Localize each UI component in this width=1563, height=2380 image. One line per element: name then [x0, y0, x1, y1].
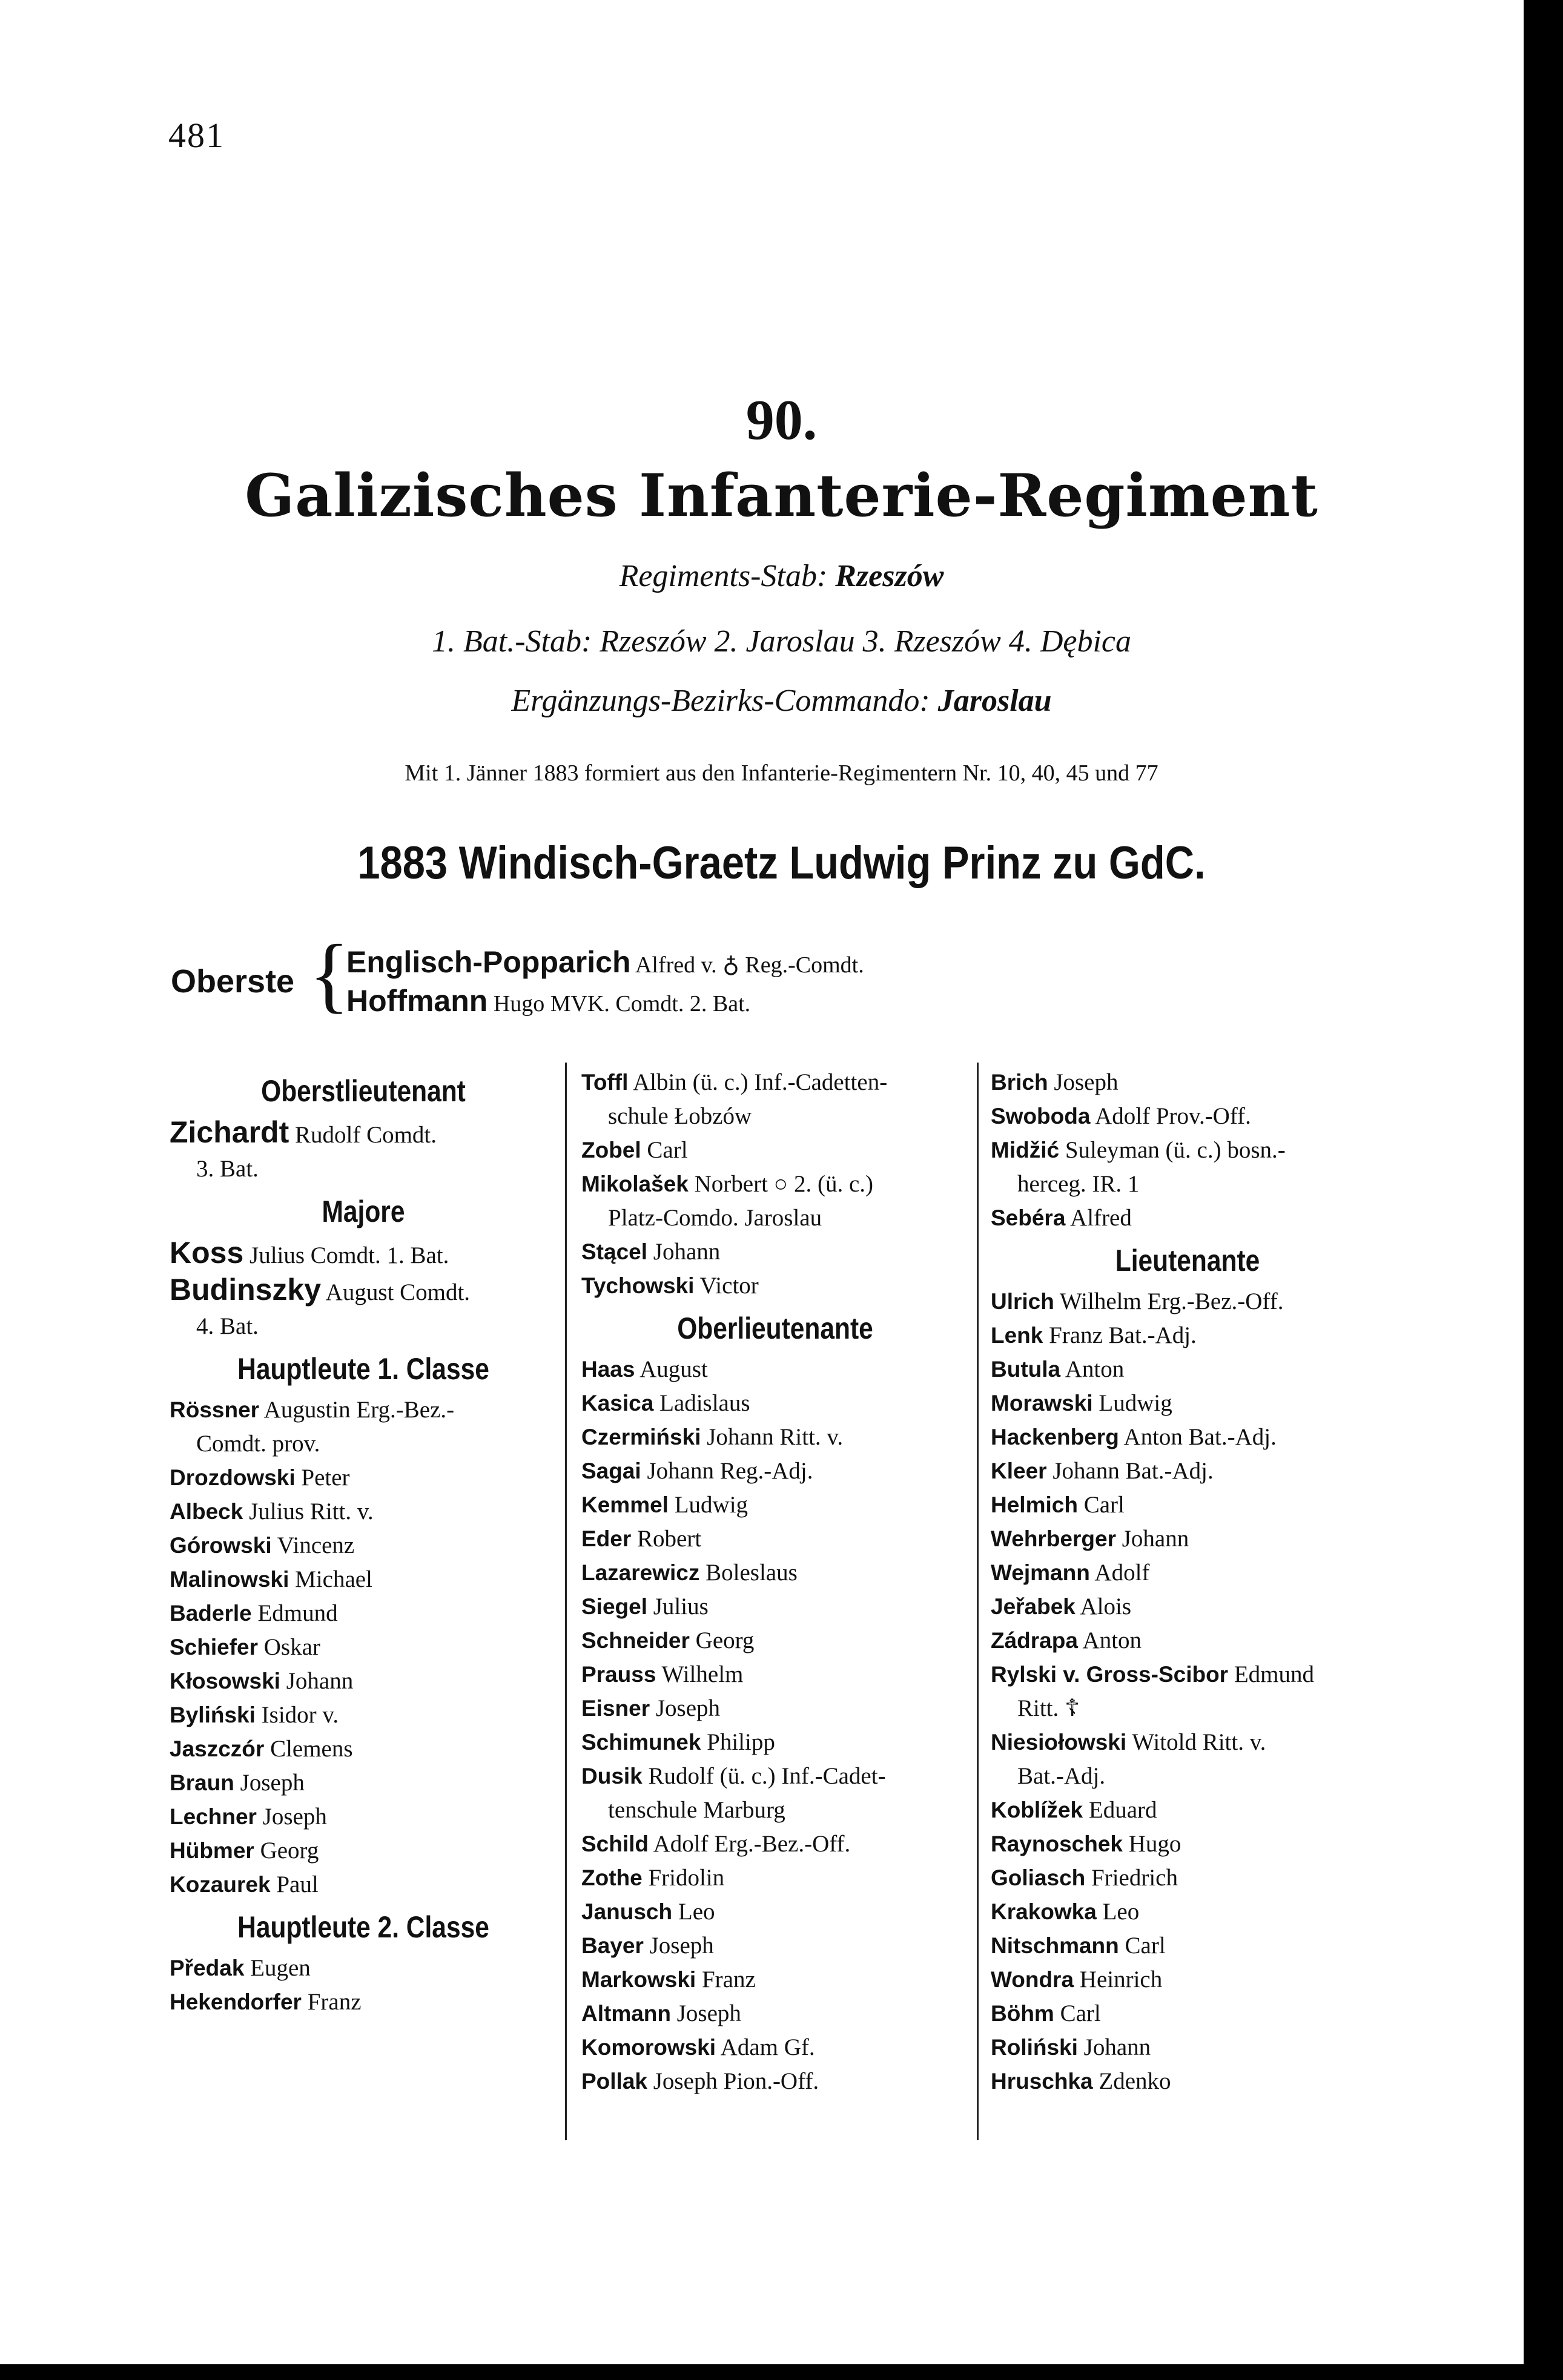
- officer-details: Anton: [1082, 1627, 1142, 1653]
- officer-name: Schneider: [581, 1628, 690, 1653]
- officer-details: Joseph: [649, 1933, 714, 1959]
- officer-name: Wehrberger: [991, 1526, 1116, 1551]
- officer-name: Byliński: [170, 1703, 256, 1727]
- roster-entry: [170, 1393, 557, 1427]
- officer-details: Johann Ritt. v.: [707, 1424, 844, 1450]
- roster-entry: [991, 1963, 1384, 1997]
- officer-name: Kleer: [991, 1459, 1047, 1483]
- officer-name: Brich: [991, 1070, 1048, 1095]
- officer-details: Isidor v.: [261, 1702, 339, 1728]
- roster-entry: [170, 1630, 557, 1664]
- officer-details: Ladislaus: [659, 1390, 750, 1416]
- brace-symbol: {: [309, 928, 350, 1021]
- officer-name: Albeck: [170, 1499, 243, 1524]
- roster-entry: [170, 1834, 557, 1868]
- officer-name: Haas: [581, 1357, 635, 1382]
- roster-entry: [170, 1273, 557, 1310]
- officer-details: Joseph: [655, 1695, 721, 1721]
- regiments-stab-label: Regiments-Stab:: [619, 559, 828, 593]
- officer-name: Koss: [170, 1236, 244, 1270]
- officer-name: Kasica: [581, 1391, 654, 1416]
- officer-details: Johann: [653, 1239, 721, 1265]
- roster-entry: [581, 2065, 969, 2098]
- roster-entry: [581, 1386, 969, 1420]
- officer-name: Zichardt: [170, 1115, 289, 1149]
- section-heading: Oberstlieutenant: [261, 1074, 466, 1108]
- roster-entry: [170, 1236, 557, 1273]
- roster-entry: [581, 1488, 969, 1522]
- officer-details: Edmund: [1234, 1661, 1314, 1687]
- officer-details: Norbert ○ 2. (ü. c.): [694, 1171, 874, 1197]
- officer-details: Wilhelm Erg.-Bez.-Off.: [1059, 1288, 1284, 1314]
- roster-entry: [170, 1951, 557, 1985]
- officer-details: Wilhelm: [661, 1661, 744, 1687]
- roster-entry: [170, 1664, 557, 1698]
- officer-name: Sagai: [581, 1459, 641, 1483]
- officer-name: Mikolašek: [581, 1172, 689, 1196]
- officer-name: Helmich: [991, 1492, 1078, 1517]
- officer-details: Anton Bat.-Adj.: [1123, 1424, 1277, 1450]
- roster-entry: [170, 1461, 557, 1495]
- officer-name: Czermiński: [581, 1425, 701, 1449]
- officer-details: Johann: [1122, 1526, 1189, 1552]
- officer-details-continued: Bat.-Adj.: [1017, 1763, 1106, 1789]
- roster-entry: [991, 1066, 1384, 1099]
- roster-entry: [991, 1454, 1384, 1488]
- ergaenzung-place: Jaroslau: [937, 684, 1052, 718]
- officer-name: Bayer: [581, 1933, 644, 1958]
- roster-entry: [991, 2065, 1384, 2098]
- roster-entry: [991, 1827, 1384, 1861]
- officer-name: Eisner: [581, 1696, 650, 1721]
- officer-details: Adolf Prov.-Off.: [1095, 1103, 1251, 1129]
- officer-name: Wejmann: [991, 1560, 1090, 1585]
- officer-details: Carl: [647, 1137, 688, 1163]
- officer-name: Jaszczór: [170, 1736, 265, 1761]
- section-heading: Hauptleute 2. Classe: [237, 1910, 489, 1944]
- officer-details: Alois: [1080, 1594, 1132, 1620]
- officer-details: Julius: [653, 1594, 709, 1620]
- officer-details: Suleyman (ü. c.) bosn.-: [1065, 1137, 1286, 1163]
- officer-details: Franz: [701, 1966, 756, 1993]
- officer-details: Witold Ritt. v.: [1132, 1729, 1266, 1755]
- officer-name: Roliński: [991, 2035, 1078, 2060]
- roster-entry: [170, 1115, 557, 1152]
- roster-entry: [170, 1766, 557, 1800]
- roster-entry: [991, 1556, 1384, 1590]
- roster-entry: [581, 1929, 969, 1963]
- officer-details: Georg: [695, 1627, 755, 1653]
- officer-name: Koblížek: [991, 1798, 1083, 1822]
- section-heading: Majore: [322, 1195, 405, 1228]
- officer-details: Victor: [699, 1273, 759, 1299]
- officer-name: Schiefer: [170, 1635, 259, 1660]
- officer-name: Hackenberg: [991, 1425, 1119, 1449]
- officer-details: Hugo: [1128, 1831, 1181, 1857]
- roster-entry: [991, 1726, 1384, 1759]
- officer-details: Boleslaus: [705, 1560, 798, 1586]
- officer-details: Joseph: [240, 1770, 305, 1796]
- officer-details: Carl: [1060, 2000, 1101, 2026]
- officer-name: Morawski: [991, 1391, 1093, 1416]
- roster-entry: [170, 1698, 557, 1732]
- roster-entry: [991, 1420, 1384, 1454]
- officer-name: Hruschka: [991, 2069, 1093, 2094]
- officer-name: Toffl: [581, 1070, 629, 1095]
- officer-details: Alfred v. ♁ Reg.-Comdt.: [635, 952, 864, 978]
- officer-details: Philipp: [707, 1729, 775, 1755]
- officer-details: Rudolf Comdt.: [295, 1122, 437, 1148]
- officer-details: Julius Comdt. 1. Bat.: [249, 1242, 449, 1268]
- roster-entry: [991, 1488, 1384, 1522]
- officer-name: Schild: [581, 1831, 649, 1856]
- roster-entry: [170, 1597, 557, 1630]
- roster-entry: [991, 1895, 1384, 1929]
- officer-name: Stącel: [581, 1239, 648, 1264]
- section-heading: Lieutenante: [1115, 1244, 1260, 1277]
- officer-details: Eduard: [1088, 1797, 1157, 1823]
- column-3: [991, 1066, 1384, 2098]
- officer-details: Peter: [301, 1465, 350, 1491]
- officer-name: Altmann: [581, 2001, 671, 2026]
- officer-details: Alfred: [1070, 1205, 1132, 1231]
- roster-entry: [991, 1929, 1384, 1963]
- officer-details: Georg: [260, 1838, 319, 1864]
- regiment-number: 90.: [745, 389, 818, 452]
- column-2: [581, 1066, 969, 2098]
- roster-entry: [991, 1997, 1384, 2031]
- roster-entry: [170, 1529, 557, 1563]
- section-heading: Hauptleute 1. Classe: [237, 1352, 489, 1386]
- officer-details: Franz Bat.-Adj.: [1049, 1322, 1197, 1348]
- officer-details: Friedrich: [1091, 1865, 1178, 1891]
- roster-entry: [581, 1522, 969, 1556]
- roster-entry: [991, 2031, 1384, 2065]
- roster-entry: [581, 1658, 969, 1692]
- officer-name: Zádrapa: [991, 1628, 1078, 1653]
- officer-name: Pollak: [581, 2069, 647, 2094]
- roster-entry: [581, 1133, 969, 1167]
- officer-details: Julius Ritt. v.: [249, 1498, 374, 1525]
- officer-details: Johann: [1083, 2034, 1151, 2060]
- roster-entry: [991, 1624, 1384, 1658]
- roster-entry: [991, 1590, 1384, 1624]
- roster-entry: [581, 1454, 969, 1488]
- roster-entry: [581, 1590, 969, 1624]
- officer-name: Jeřabek: [991, 1594, 1076, 1619]
- officer-name: Lazarewicz: [581, 1560, 700, 1585]
- officer-details: Adolf: [1094, 1560, 1150, 1586]
- roster-entry: [991, 1285, 1384, 1319]
- officer-name: Górowski: [170, 1533, 272, 1558]
- officer-details-continued: tenschule Marburg: [608, 1797, 785, 1823]
- officer-name: Lenk: [991, 1323, 1043, 1348]
- officer-name: Siegel: [581, 1594, 647, 1619]
- regiments-stab-place: Rzeszów: [835, 559, 944, 593]
- column-divider: [977, 1063, 979, 2140]
- officer-details: Michael: [295, 1566, 372, 1592]
- officer-name: Wondra: [991, 1967, 1074, 1992]
- oberst-entry: [346, 944, 864, 983]
- roster-entry: [581, 1895, 969, 1929]
- officer-details: Augustin Erg.-Bez.-: [263, 1397, 455, 1423]
- officer-details: Heinrich: [1079, 1966, 1163, 1993]
- officer-details: August Comdt.: [325, 1279, 471, 1305]
- regiments-stab-line: [0, 558, 1563, 594]
- officer-name: Schimunek: [581, 1730, 701, 1755]
- officer-details: Franz: [307, 1989, 362, 2015]
- officer-details-continued: 3. Bat.: [196, 1156, 259, 1182]
- officer-name: Rylski v. Gross-Scibor: [991, 1662, 1229, 1687]
- roster-entry: [581, 1167, 969, 1201]
- officer-name: Swoboda: [991, 1104, 1091, 1129]
- officer-details: Ludwig: [1099, 1390, 1172, 1416]
- roster-entry: [581, 1963, 969, 1997]
- officer-details: Paul: [276, 1871, 319, 1897]
- roster-entry: [170, 1732, 557, 1766]
- roster-entry: [991, 1658, 1384, 1692]
- roster-entry: [581, 1997, 969, 2031]
- roster-entry: [991, 1099, 1384, 1133]
- roster-entry: [170, 1985, 557, 2019]
- column-divider: [565, 1063, 567, 2140]
- oberste-list: [346, 944, 864, 1022]
- roster-entry: [581, 1692, 969, 1726]
- officer-details: Johann Reg.-Adj.: [647, 1458, 813, 1484]
- roster-entry: [581, 1827, 969, 1861]
- officer-name: Hoffmann: [346, 984, 488, 1018]
- officer-name: Janusch: [581, 1899, 673, 1924]
- officer-details: Vincenz: [277, 1532, 355, 1558]
- officer-name: Krakowka: [991, 1899, 1097, 1924]
- roster-entry: [170, 1563, 557, 1597]
- officer-details: Zdenko: [1099, 2068, 1171, 2094]
- ergaenzung-label: Ergänzungs-Bezirks-Commando:: [511, 684, 930, 718]
- roster-entry: [991, 1353, 1384, 1386]
- officer-name: Kozaurek: [170, 1872, 271, 1897]
- officer-details: Johann: [286, 1668, 354, 1694]
- officer-name: Prauss: [581, 1662, 656, 1687]
- officer-details: Joseph Pion.-Off.: [653, 2068, 819, 2094]
- officer-details-continued: 4. Bat.: [196, 1313, 259, 1339]
- officer-name: Englisch-Popparich: [346, 945, 631, 979]
- roster-entry: [170, 1868, 557, 1902]
- officer-name: Rössner: [170, 1397, 260, 1422]
- officer-name: Butula: [991, 1357, 1061, 1382]
- roster-entry: [991, 1319, 1384, 1353]
- officer-details-continued: herceg. IR. 1: [1017, 1171, 1140, 1197]
- page-number: 481: [168, 116, 225, 155]
- officer-details-continued: schule Łobzów: [608, 1103, 752, 1129]
- officer-details: Edmund: [257, 1600, 338, 1626]
- officer-name: Komorowski: [581, 2035, 716, 2060]
- officer-name: Tychowski: [581, 1273, 695, 1298]
- roster-entry: [991, 1133, 1384, 1167]
- officer-name: Böhm: [991, 2001, 1054, 2026]
- roster-entry: [170, 1495, 557, 1529]
- officer-details: Fridolin: [648, 1865, 725, 1891]
- officer-details: Joseph: [262, 1804, 327, 1830]
- roster-entry: [581, 1353, 969, 1386]
- officer-details: Anton: [1065, 1356, 1125, 1382]
- officer-name: Malinowski: [170, 1567, 289, 1592]
- roster-entry: [581, 1235, 969, 1269]
- officer-name: Hekendorfer: [170, 1989, 302, 2014]
- officer-details-continued: Comdt. prov.: [196, 1431, 320, 1457]
- officer-details: Johann Bat.-Adj.: [1052, 1458, 1214, 1484]
- officer-details: Carl: [1125, 1933, 1166, 1959]
- officer-name: Hübmer: [170, 1838, 254, 1863]
- ergaenzung-line: [0, 683, 1563, 719]
- officer-name: Baderle: [170, 1601, 252, 1626]
- officer-name: Sebéra: [991, 1205, 1066, 1230]
- roster-entry: [581, 1726, 969, 1759]
- officer-name: Zothe: [581, 1865, 643, 1890]
- officer-name: Ulrich: [991, 1289, 1054, 1314]
- regiment-owner: 1883 Windisch-Graetz Ludwig Prinz zu GdC.: [357, 837, 1206, 889]
- oberst-entry: [346, 983, 864, 1022]
- officer-name: Nitschmann: [991, 1933, 1119, 1958]
- officer-details: Ludwig: [674, 1492, 748, 1518]
- officer-details: Joseph: [676, 2000, 741, 2026]
- regiment-title: Galizisches Infanterie-Regiment: [245, 461, 1318, 530]
- officer-details: Eugen: [250, 1955, 311, 1981]
- officer-name: Braun: [170, 1770, 234, 1795]
- officer-name: Kemmel: [581, 1492, 669, 1517]
- officer-details-continued: Ritt. ☦: [1017, 1695, 1080, 1721]
- roster-entry: [991, 1793, 1384, 1827]
- officer-details: Joseph: [1054, 1069, 1119, 1095]
- officer-name: Předak: [170, 1956, 245, 1980]
- officer-details: Leo: [678, 1899, 715, 1925]
- officer-details: Carl: [1083, 1492, 1125, 1518]
- officer-name: Dusik: [581, 1764, 643, 1788]
- roster-entry: [581, 1624, 969, 1658]
- roster-entry: [581, 2031, 969, 2065]
- roster-entry: [991, 1201, 1384, 1235]
- officer-details: Adam Gf.: [720, 2034, 815, 2060]
- officer-name: Lechner: [170, 1804, 257, 1829]
- officer-details: Rudolf (ü. c.) Inf.-Cadet-: [648, 1763, 886, 1789]
- oberste-label: Oberste: [171, 963, 295, 1000]
- officer-details: Clemens: [270, 1736, 353, 1762]
- roster-entry: [991, 1522, 1384, 1556]
- officer-name: Raynoschek: [991, 1831, 1123, 1856]
- section-heading: Oberlieutenante: [677, 1311, 873, 1345]
- officer-name: Markowski: [581, 1967, 696, 1992]
- officer-details: Robert: [637, 1526, 702, 1552]
- officer-details: Oskar: [263, 1634, 320, 1660]
- roster-entry: [581, 1759, 969, 1793]
- battalion-stab-line: 1. Bat.-Stab: Rzeszów 2. Jaroslau 3. Rzeszów 4. Dębica: [432, 624, 1131, 659]
- officer-name: Midžić: [991, 1138, 1060, 1162]
- officer-details: Leo: [1102, 1899, 1140, 1925]
- officer-details: Hugo MVK. Comdt. 2. Bat.: [493, 991, 751, 1017]
- roster-entry: [581, 1066, 969, 1099]
- roster-entry: [581, 1556, 969, 1590]
- roster-entry: [581, 1420, 969, 1454]
- roster-entry: [991, 1386, 1384, 1420]
- officer-name: Goliasch: [991, 1865, 1086, 1890]
- roster-entry: [581, 1269, 969, 1303]
- roster-entry: [581, 1861, 969, 1895]
- officer-name: Budinszky: [170, 1273, 322, 1307]
- officer-details-continued: Platz-Comdo. Jaroslau: [608, 1205, 822, 1231]
- officer-details: Adolf Erg.-Bez.-Off.: [653, 1831, 851, 1857]
- officer-details: August: [639, 1356, 708, 1382]
- roster-entry: [170, 1800, 557, 1834]
- formation-note: Mit 1. Jänner 1883 formiert aus den Infanterie-Regimentern Nr. 10, 40, 45 und 77: [405, 760, 1158, 786]
- officer-name: Kłosowski: [170, 1669, 280, 1693]
- officer-name: Eder: [581, 1526, 632, 1551]
- roster-entry: [991, 1861, 1384, 1895]
- officer-details: Albin (ü. c.) Inf.-Cadetten-: [633, 1069, 888, 1095]
- officer-name: Drozdowski: [170, 1465, 296, 1490]
- column-1: [170, 1066, 557, 2019]
- officer-name: Zobel: [581, 1138, 641, 1162]
- officer-name: Niesiołowski: [991, 1730, 1127, 1755]
